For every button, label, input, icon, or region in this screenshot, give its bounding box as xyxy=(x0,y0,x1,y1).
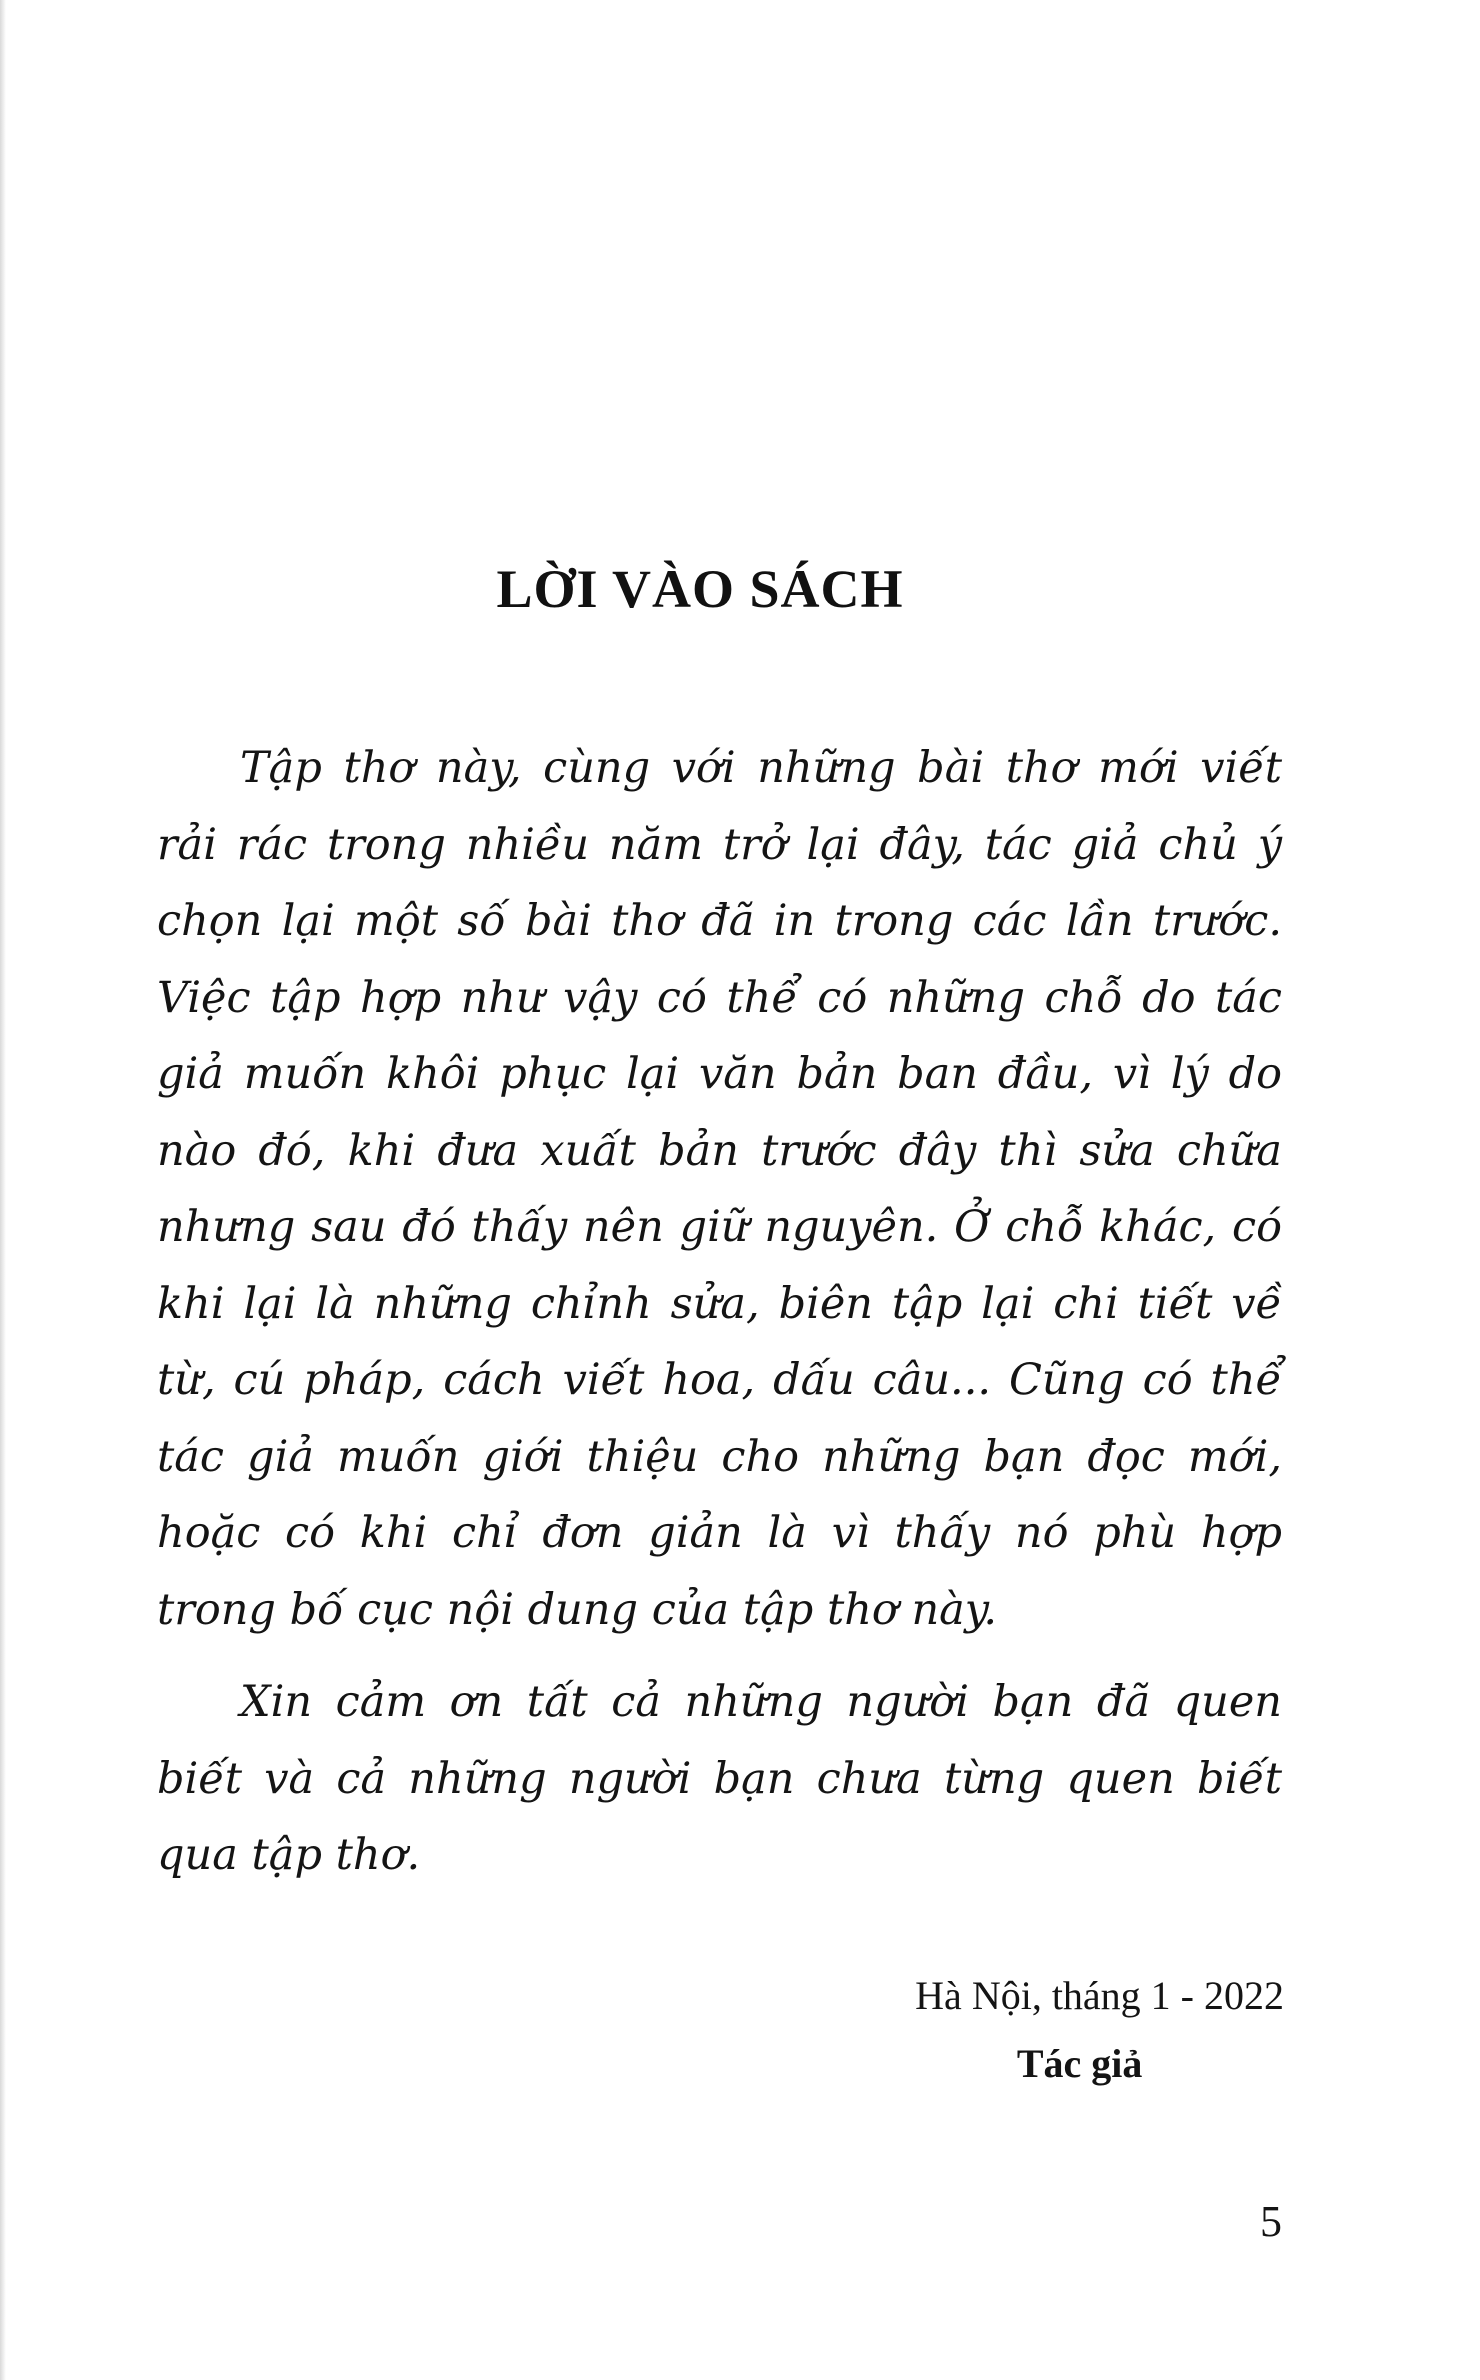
place-date: Hà Nội, tháng 1 - 2022 xyxy=(915,1973,1284,2018)
preface-paragraph-2: Xin cảm ơn tất cả những người bạn đã quen biết và cả những người bạn chưa từng quen biết qua tập thơ. xyxy=(157,1677,1282,1880)
page-number: 5 xyxy=(1260,2197,1282,2246)
preface-body xyxy=(157,730,1282,1894)
page-edge-shadow xyxy=(0,0,6,2380)
author-signature: Tác giả xyxy=(1016,2041,1143,2086)
signoff-block xyxy=(915,1962,1284,2098)
preface-paragraph-1: Tập thơ này, cùng với những bài thơ mới viết rải rác trong nhiều năm trở lại đây, tác giả chủ ý chọn lại một số bài thơ đã in trong các lần trước. Việc tập hợp như vậy có thể có những chỗ do tác giả muốn khôi phục lại văn bản ban đầu, vì lý do nào đó, khi đưa xuất bản trước đây thì sửa chữa nhưng sau đó thấy nên giữ nguyên. Ở chỗ khác, có khi lại là những chỉnh sửa, biên tập lại chi tiết về từ, cú pháp, cách viết hoa, dấu câu... Cũng có thể tác giả muốn giới thiệu cho những bạn đọc mới, hoặc có khi chỉ đơn giản là vì thấy nó phù hợp trong bố cục nội dung của tập thơ này. xyxy=(157,743,1282,1635)
page-title: LỜI VÀO SÁCH xyxy=(496,559,904,619)
